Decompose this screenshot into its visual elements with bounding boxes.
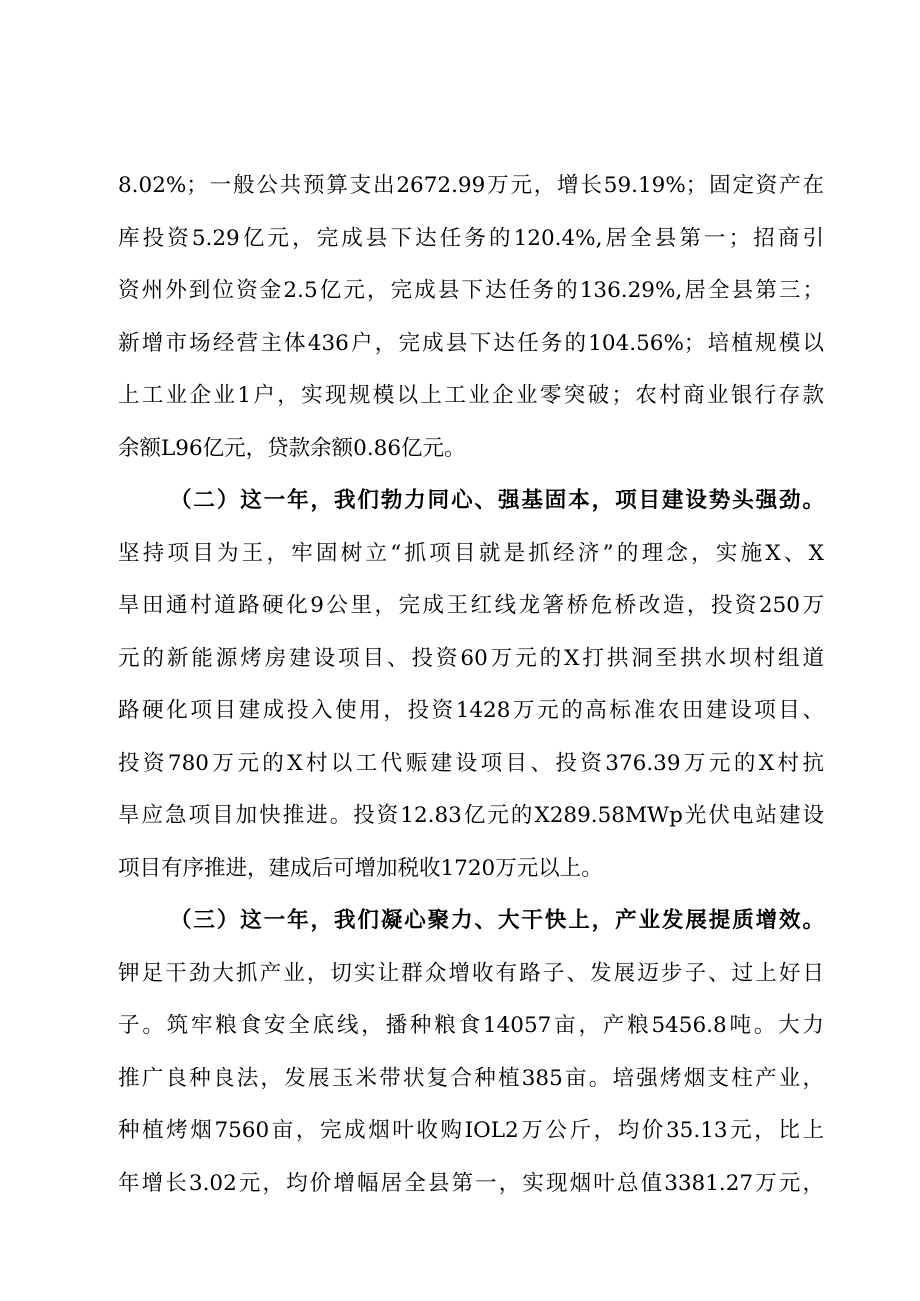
text-line: 上工业企业1户，实现规模以上工业企业零突破；农村商业银行存款 bbox=[118, 383, 824, 408]
text-line: 路硬化项目建成投入使用，投资1428万元的高标准农田建设项目、 bbox=[118, 698, 824, 723]
text-line: 元的新能源烤房建设项目、投资60万元的X打拱洞至拱水坝村组道 bbox=[118, 645, 824, 671]
text-line: 年增长3.02元，均价增幅居全县第一，实现烟叶总值3381.27万元， bbox=[118, 1170, 824, 1196]
text-line: 推广良种良法，发展玉米带状复合种植385亩。培强烤烟支柱产业， bbox=[118, 1065, 824, 1091]
text-line: 种植烤烟7560亩，完成烟叶收购IOL2万公斤，均价35.13元，比上 bbox=[118, 1118, 824, 1143]
text-line: 项目有序推进，建成后可增加税收1720万元以上。 bbox=[118, 855, 603, 881]
text-line: 旱应急项目加快推进。投资12.83亿元的X289.58MWp光伏电站建设 bbox=[118, 803, 824, 828]
text-line: 资州外到位资金2.5亿元，完成县下达任务的136.29%,居全县第三； bbox=[118, 278, 824, 303]
text-line: 8.02%；一般公共预算支出2672.99万元，增长59.19%；固定资产在 bbox=[118, 173, 824, 198]
text-line: 投资780万元的X村以工代赈建设项目、投资376.39万元的X村抗 bbox=[118, 750, 824, 776]
text-line: 旱田通村道路硬化9公里，完成王红线龙箸桥危桥改造，投资250万 bbox=[118, 593, 824, 618]
section-heading-2: （二）这一年，我们勃力同心、强基固本，项目建设势头强劲。 bbox=[170, 488, 824, 513]
text-line: 库投资5.29亿元，完成县下达任务的120.4%,居全县第一；招商引 bbox=[118, 225, 824, 251]
text-line: 余额L96亿元，贷款余额0.86亿元。 bbox=[118, 435, 466, 461]
body-text bbox=[118, 160, 824, 1210]
text-line: 子。筑牢粮食安全底线，播种粮食14057亩，产粮5456.8吨。大力 bbox=[118, 1013, 824, 1038]
text-line: 钾足干劲大抓产业，切实让群众增收有路子、发展迈步子、过上好日 bbox=[118, 960, 824, 986]
text-line: 新增市场经营主体436户，完成县下达任务的104.56%；培植规模以 bbox=[118, 330, 824, 356]
text-line: 坚持项目为王，牢固树立“抓项目就是抓经济”的理念，实施X、X bbox=[118, 540, 824, 566]
section-heading-3: （三）这一年，我们凝心聚力、大干快上，产业发展提质增效。 bbox=[170, 908, 824, 933]
